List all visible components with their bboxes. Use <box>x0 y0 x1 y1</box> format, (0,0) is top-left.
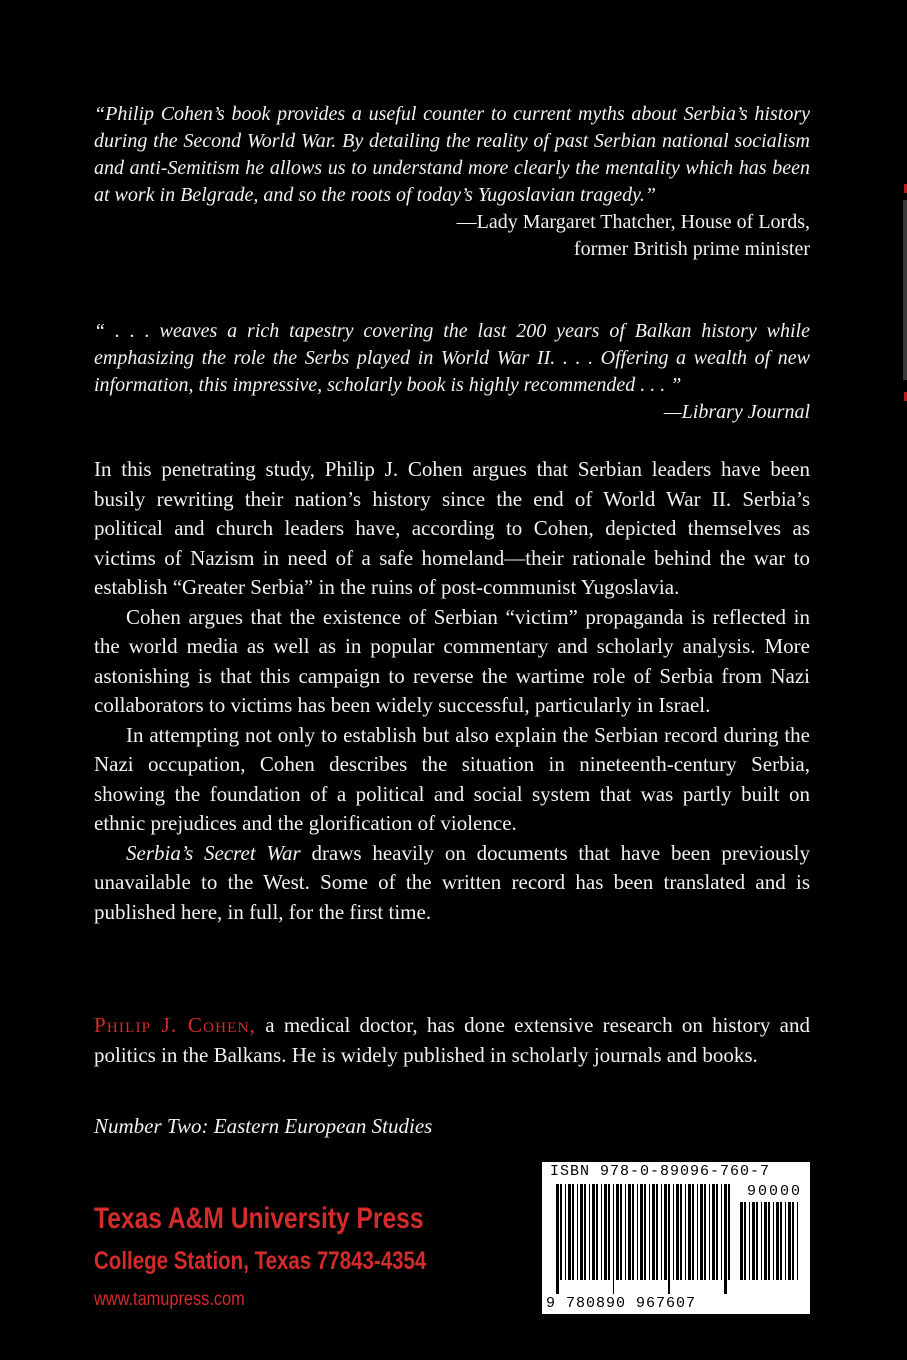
barcode-bar <box>668 1184 670 1294</box>
barcode-bar <box>697 1184 698 1280</box>
library-journal-quote-text: “ . . . weaves a rich tapestry covering the last 200 years of Balkan history while emphasizing the role the Serbs played in World War II. . . . Offering a wealth of new information, this impressive, scholarly book is highly recommended . . . ” <box>94 320 810 396</box>
barcode-bar <box>596 1184 598 1280</box>
barcode-bar <box>728 1184 730 1280</box>
barcode-bar <box>716 1184 718 1280</box>
thatcher-attribution-line2: former British prime minister <box>573 238 810 260</box>
barcode-bar <box>744 1202 746 1280</box>
barcode-bar <box>613 1184 614 1294</box>
barcode-bar <box>700 1184 703 1280</box>
barcode-bar <box>620 1184 622 1280</box>
isbn-barcode <box>542 1162 810 1314</box>
author-name: Philip J. Cohen, <box>94 1013 257 1037</box>
barcode-bar <box>589 1184 590 1280</box>
barcode-bar <box>572 1184 574 1280</box>
barcode-bar <box>656 1184 658 1280</box>
barcode-bar <box>688 1184 691 1280</box>
barcode-bar <box>652 1184 655 1280</box>
publisher-url: www.tamupress.com <box>94 1289 245 1310</box>
barcode-bar <box>565 1184 566 1280</box>
author-bio-text: a medical doctor, has done extensive research on history and politics in the Balkans. He is widely published in scholarly journals and books. <box>94 1013 810 1067</box>
barcode-bar <box>592 1184 595 1280</box>
barcode-bar <box>601 1184 602 1280</box>
barcode-bar <box>785 1202 786 1280</box>
spine-edge-strip <box>903 200 907 380</box>
publisher-name: Texas A&M University Press <box>94 1202 424 1235</box>
description-paragraph-1: In this penetrating study, Philip J. Cohen argues that Serbian leaders have been busily rewriting their nation’s history since the end of World War II. Serbia’s political and church leaders have, according to Cohen, depicted themselves as victims of Nazism in need of a safe homeland—their rationale behind the war to establish “Greater Serbia” in the ruins of post-communist Yugoslavia. <box>94 457 810 599</box>
barcode-bar <box>776 1202 779 1280</box>
barcode-bar <box>768 1202 770 1280</box>
barcode-bar <box>604 1184 607 1280</box>
barcode-bar <box>780 1202 782 1280</box>
barcode-bar <box>704 1184 706 1280</box>
barcode-bar <box>788 1202 791 1280</box>
description-paragraph-4-rest: draws heavily on documents that have been previously unavailable to the West. Some of the written record has been translated and is published here, in full, for the first time. <box>94 840 811 924</box>
barcode-bar <box>580 1184 583 1280</box>
book-description <box>94 455 810 927</box>
barcode-bar <box>577 1184 578 1280</box>
barcode-bar <box>661 1184 662 1280</box>
barcode-bar <box>632 1184 634 1280</box>
barcode-bar <box>797 1202 798 1280</box>
barcode-bar <box>756 1202 758 1280</box>
description-paragraph-4 <box>94 839 810 928</box>
publisher-block <box>94 1200 499 1313</box>
barcode-bar <box>640 1184 643 1280</box>
barcode-bar <box>584 1184 586 1280</box>
book-title-inline: Serbia’s Secret War <box>126 840 301 865</box>
barcode-bar <box>792 1202 794 1280</box>
barcode-bar <box>664 1184 667 1280</box>
publisher-address: College Station, Texas 77843-4354 <box>94 1247 427 1275</box>
barcode-bar <box>649 1184 650 1280</box>
barcode-bar <box>740 1202 743 1280</box>
thatcher-attribution-line1: —Lady Margaret Thatcher, House of Lords, <box>456 211 810 233</box>
series-label: Number Two: Eastern European Studies <box>94 1114 433 1138</box>
library-journal-attribution: —Library Journal <box>663 401 810 423</box>
barcode-bar <box>637 1184 638 1280</box>
library-journal-blurb <box>94 318 810 426</box>
description-paragraph-2: Cohen argues that the existence of Serbian “victim” propaganda is reflected in the world media as well as in popular commentary and scholarly analysis. More astonishing is that this campaign to reverse the wartime role of Serbia from Nazi collaborators to victims has been widely successful, particularly in Israel. <box>94 604 810 717</box>
thatcher-blurb <box>94 101 810 263</box>
barcode-bar <box>724 1184 727 1294</box>
barcode-bar <box>616 1184 619 1280</box>
price-code: 90000 <box>746 1183 802 1200</box>
barcode-bar <box>712 1184 715 1280</box>
barcode-bar <box>673 1184 674 1280</box>
barcode-bar <box>752 1202 755 1280</box>
barcode-bar <box>761 1202 762 1280</box>
barcode-bar <box>560 1184 562 1280</box>
barcode-bar <box>692 1184 694 1280</box>
barcode-bar <box>764 1202 767 1280</box>
barcode-bar <box>749 1202 750 1280</box>
ean-digits: 9 780890 967607 <box>546 1295 697 1312</box>
barcode-bar <box>676 1184 679 1280</box>
ean-barcode-bars <box>556 1184 734 1294</box>
barcode-bar <box>644 1184 646 1280</box>
barcode-bar <box>608 1184 610 1280</box>
barcode-bar <box>685 1184 686 1280</box>
barcode-bar <box>628 1184 631 1280</box>
barcode-bar <box>556 1184 559 1294</box>
author-bio <box>94 1011 810 1070</box>
isbn-text: ISBN 978-0-89096-760-7 <box>550 1163 771 1180</box>
barcode-bar <box>709 1184 710 1280</box>
barcode-bar <box>721 1184 722 1280</box>
barcode-bar <box>773 1202 774 1280</box>
barcode-bar <box>568 1184 571 1280</box>
barcode-bar <box>680 1184 682 1280</box>
description-paragraph-3: In attempting not only to establish but also explain the Serbian record during the Nazi occupation, Cohen describes the situation in nineteenth-century Serbia, showing the foundation of a political and social system that was partly built on ethnic prejudices and the glorification of violence. <box>94 722 810 835</box>
addon-barcode-bars <box>740 1202 802 1294</box>
thatcher-quote-text: “Philip Cohen’s book provides a useful counter to current myths about Serbia’s history during the Second World War. By detailing the reality of past Serbian national socialism and anti-Semitism he allows us to understand more clearly the mentality which has been at work in Belgrade, and so the roots of today’s Yugoslavian tragedy.” <box>94 103 810 206</box>
barcode-bar <box>625 1184 626 1280</box>
